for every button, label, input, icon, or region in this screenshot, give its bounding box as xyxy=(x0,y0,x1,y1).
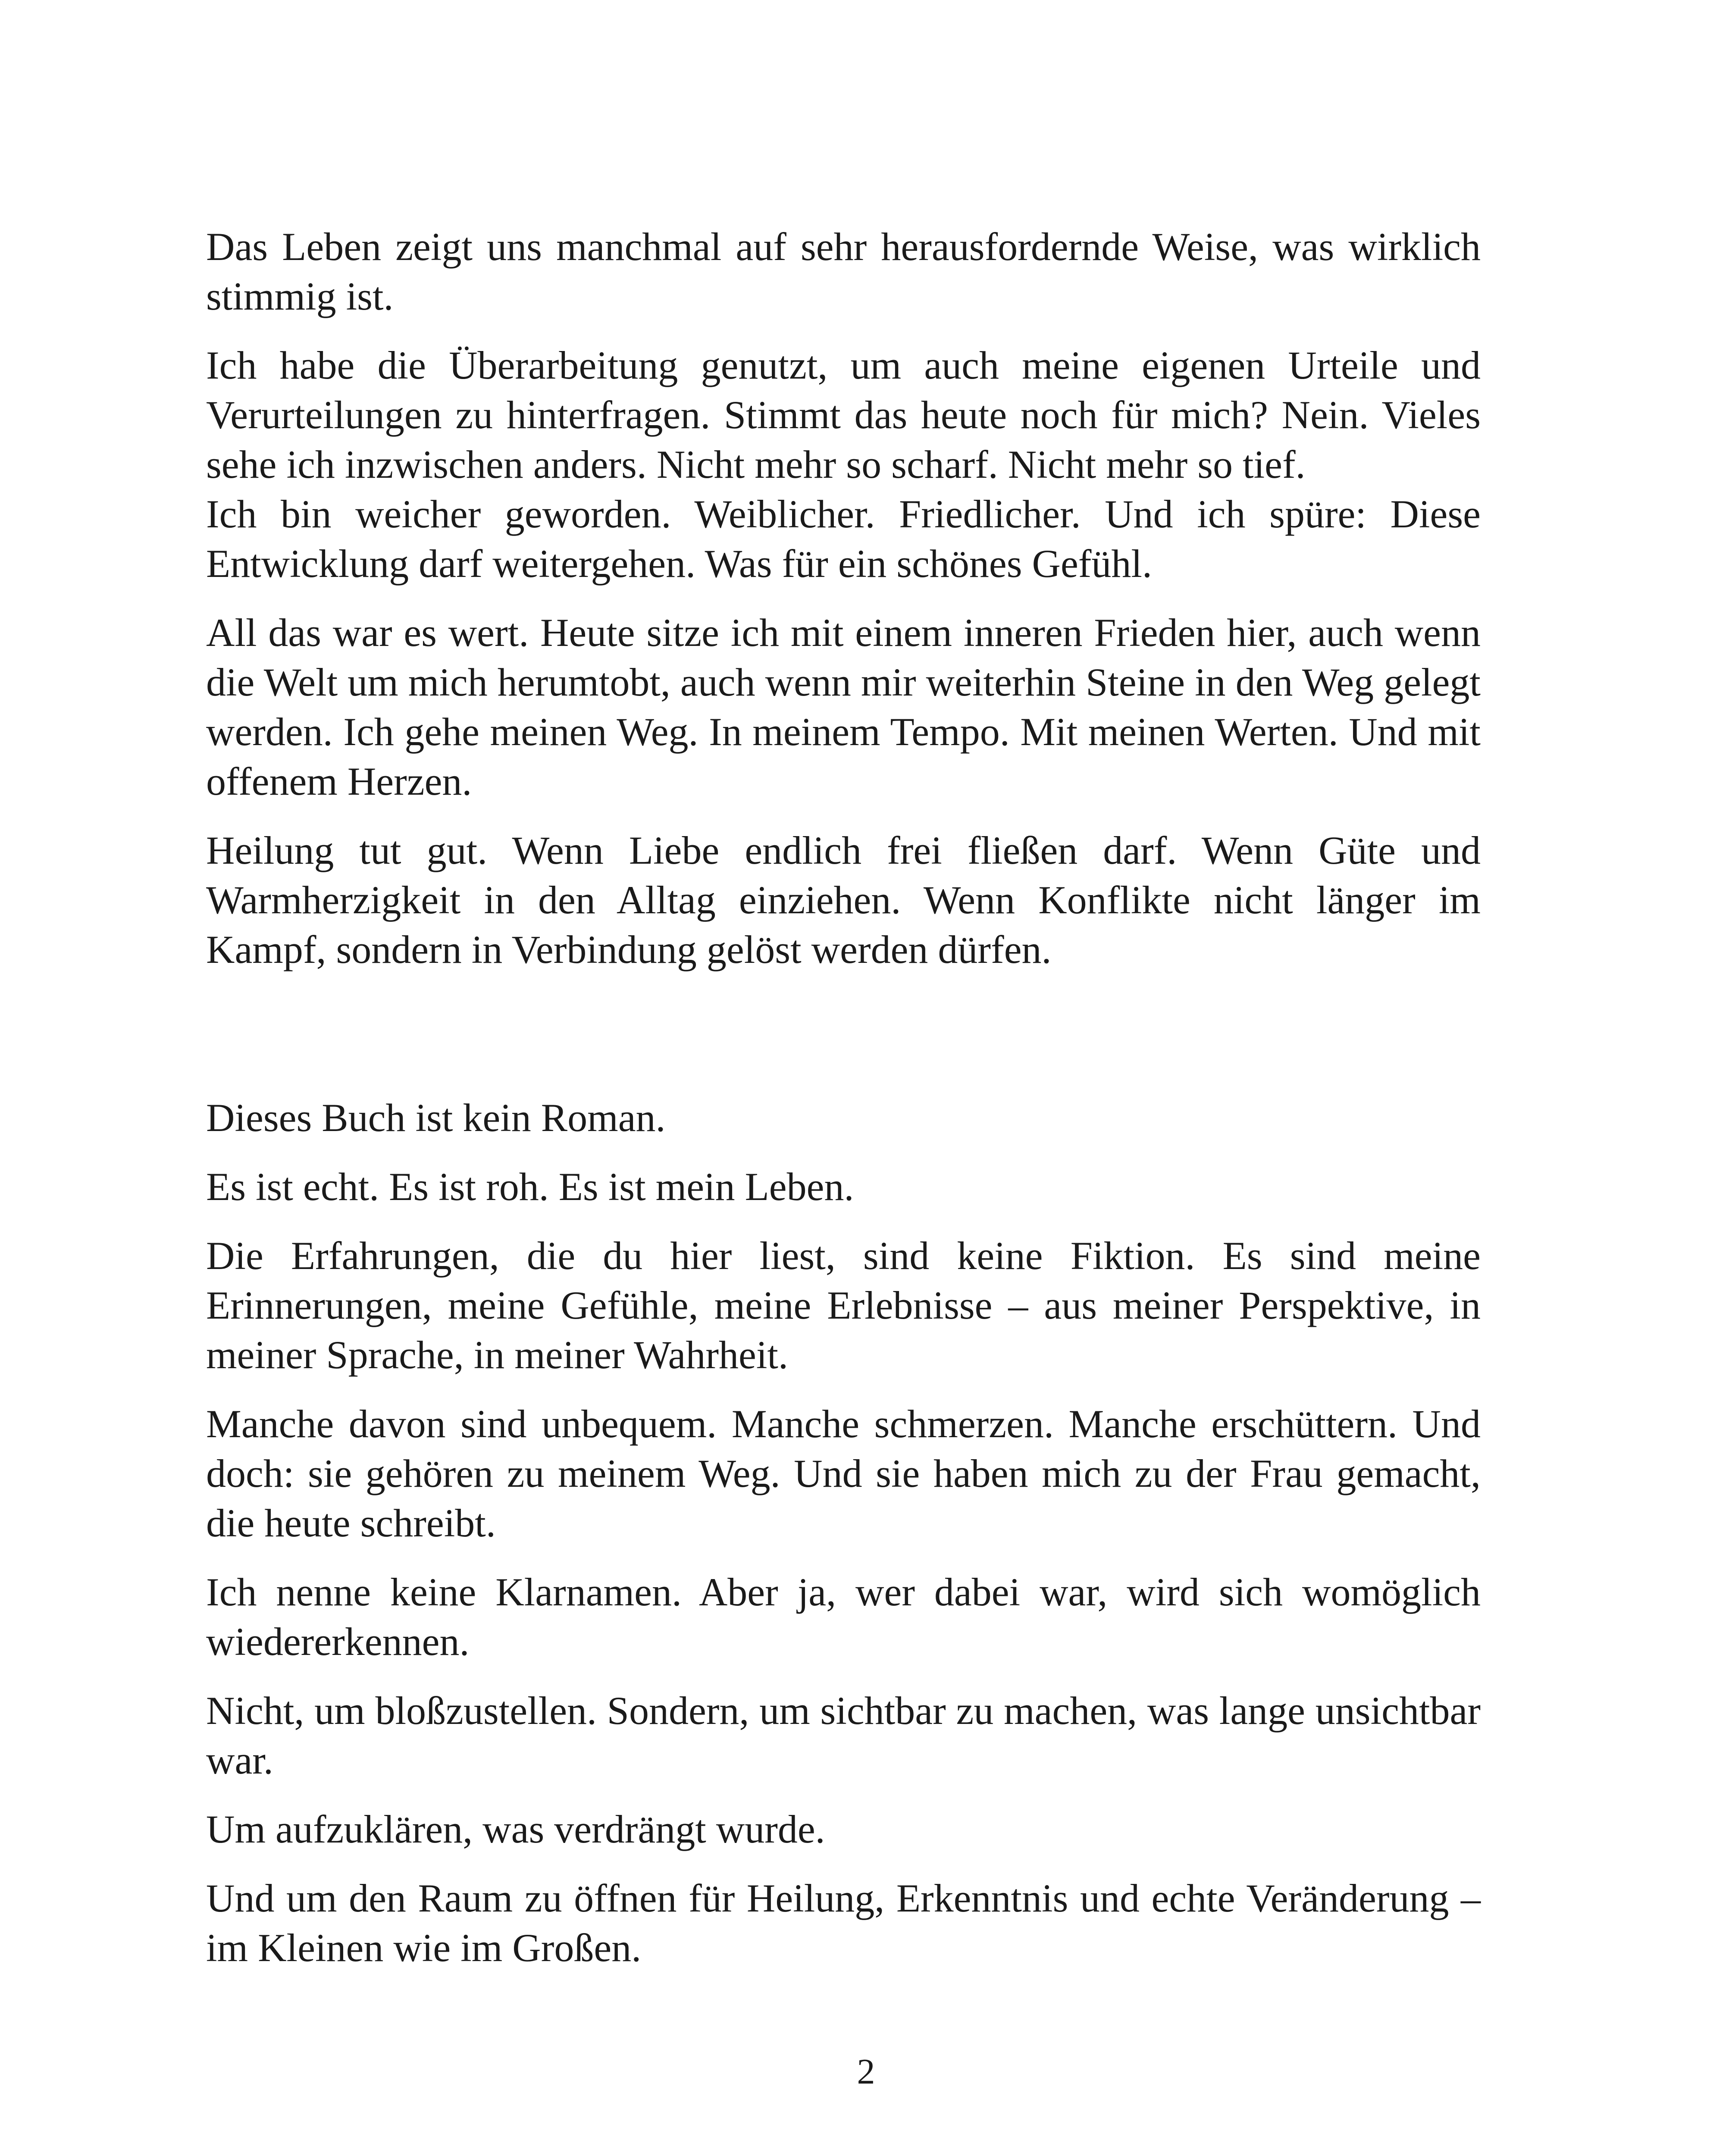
paragraph: Um aufzuklären, was verdrängt wurde. xyxy=(206,1807,825,1851)
paragraph: Ich bin weicher geworden. Weiblicher. Friedlicher. Und ich spüre: Diese Entwicklung darf weitergehen. Was für ein schönes Gefühl. xyxy=(206,492,1481,586)
paragraph: Und um den Raum zu öffnen für Heilung, Erkenntnis und echte Veränderung – im Kleinen wie im Großen. xyxy=(206,1876,1481,1970)
paragraph: Dieses Buch ist kein Roman. xyxy=(206,1096,666,1140)
body-text xyxy=(206,222,1481,1992)
paragraph: Nicht, um bloßzustellen. Sondern, um sichtbar zu machen, was lange unsichtbar war. xyxy=(206,1689,1481,1782)
paragraph: Heilung tut gut. Wenn Liebe endlich frei fließen darf. Wenn Güte und Warmherzigkeit in den Alltag einziehen. Wenn Konflikte nicht länger im Kampf, sondern in Verbindung gelöst werden dürfen. xyxy=(206,828,1481,971)
section-spacer xyxy=(206,994,1481,1093)
paragraph: Manche davon sind unbequem. Manche schmerzen. Manche erschüttern. Und doch: sie gehören zu meinem Weg. Und sie haben mich zu der Frau gemacht, die heute schreibt. xyxy=(206,1402,1481,1545)
paragraph: Die Erfahrungen, die du hier liest, sind keine Fiktion. Es sind meine Erinnerungen, meine Gefühle, meine Erlebnisse – aus meiner Perspektive, in meiner Sprache, in meiner Wahrheit. xyxy=(206,1234,1481,1377)
page-number: 2 xyxy=(857,2052,875,2092)
paragraph: All das war es wert. Heute sitze ich mit einem inneren Frieden hier, auch wenn die Welt um mich herumtobt, auch wenn mir weiterhin Steine in den Weg gelegt werden. Ich gehe meinen Weg. In meinem Tempo. Mit meinen Werten. Und mit offenem Herzen. xyxy=(206,611,1481,803)
paragraph: Es ist echt. Es ist roh. Es ist mein Leben. xyxy=(206,1165,854,1209)
paragraph: Ich nenne keine Klarnamen. Aber ja, wer dabei war, wird sich womöglich wiedererkennen. xyxy=(206,1570,1481,1664)
paragraph: Das Leben zeigt uns manchmal auf sehr herausfordernde Weise, was wirklich stimmig ist. xyxy=(206,225,1481,318)
paragraph: Ich habe die Überarbeitung genutzt, um auch meine eigenen Urteile und Verurteilungen zu hinterfragen. Stimmt das heute noch für mich? Nein. Vieles sehe ich inzwischen anders. Nicht mehr so scharf. Nicht mehr so tief. xyxy=(206,343,1481,486)
